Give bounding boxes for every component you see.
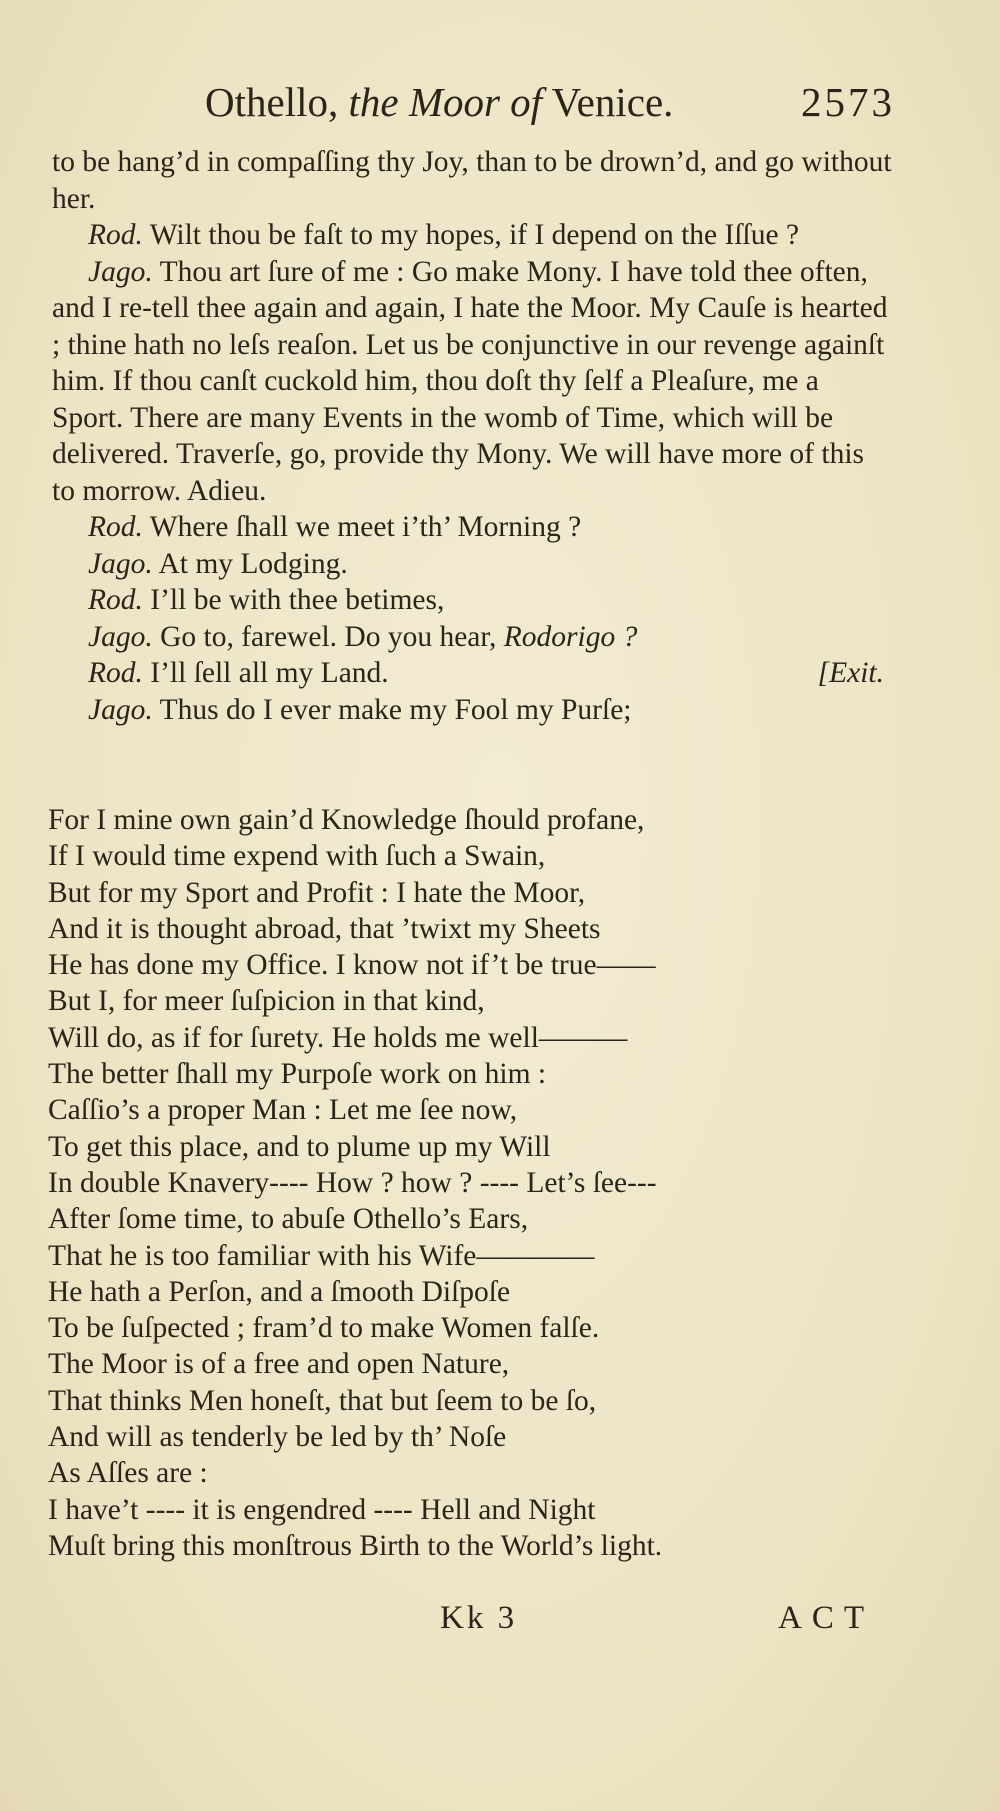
running-title (205, 78, 673, 126)
title-part-italic: the Moor of (348, 79, 543, 125)
speech-with-exit (52, 655, 892, 692)
verse-line: For I mine own gain’d Knowledge ſhould profane, (48, 804, 645, 836)
speaker-name: Jago. (88, 255, 153, 288)
verse-line: As Aſſes are : (48, 1457, 208, 1490)
title-part: Othello, (205, 79, 339, 125)
speaker-name: Rod. (88, 584, 143, 616)
speech (52, 509, 892, 546)
speech-text: Wilt thou be faſt to my hopes, if I depend on the Iſſue ? (149, 219, 800, 251)
page-footer (0, 1600, 1000, 1650)
verse-line: Muſt bring this monſtrous Birth to the World’s light. (48, 1529, 663, 1562)
speech (52, 619, 892, 656)
speech (52, 546, 892, 583)
verse-line: To be ſuſpected ; fram’d to make Women falſe. (48, 1312, 600, 1345)
verse-line: But I, for meer ſuſpicion in that kind, (48, 985, 485, 1018)
speaker-name: Rod. (88, 511, 143, 543)
speech-text: Thus do I ever make my Fool my Purſe; (159, 693, 632, 726)
verse-line: The better ſhall my Purpoſe work on him : (48, 1058, 547, 1091)
verse-line: Will do, as if for ſurety. He holds me well——— (48, 1021, 628, 1054)
verse-line: That he is too familiar with his Wife———— (48, 1239, 595, 1272)
page-number: 2573 (801, 79, 895, 125)
speech-text: Thou art ſure of me : Go make Mony. I have told thee often, and I re-tell thee again and again, I hate the Moor. My Cauſe is hearted ; thine hath no leſs reaſon. Let us be conjunctive in our revenge againſt him. If thou canſt cuckold him, thou doſt thy ſelf a Pleaſure, me a Sport. There are many Events in the womb of Time, which will be delivered. Traverſe, go, provide thy Mony. We will have more of this to morrow. Adieu. (52, 255, 888, 507)
catchword: ACT (778, 1600, 874, 1636)
verse-line: But for my Sport and Profit : I hate the Moor, (48, 876, 586, 909)
verse-line: After ſome time, to abuſe Othello’s Ears, (48, 1203, 529, 1236)
speaker-name: Jago. (88, 693, 153, 726)
speech-text: to be hang’d in compaſſing thy Joy, than to be drown’d, and go without her. (52, 146, 892, 215)
prose-dialogue (52, 144, 892, 728)
speech (52, 217, 892, 254)
verse-line: And will as tenderly be led by th’ Noſe (48, 1421, 507, 1454)
speech-text: I’ll ſell all my Land. (150, 657, 389, 689)
verse-line: To get this place, and to plume up my Will (48, 1130, 551, 1163)
addressee-name: Rodorigo ? (503, 620, 638, 653)
verse-line: He has done my Office. I know not if’t be true—— (48, 949, 656, 982)
stage-direction: [Exit. (817, 657, 884, 689)
verse-line: Caſſio’s a proper Man : Let me ſee now, (48, 1094, 518, 1127)
speaker-name: Jago. (88, 547, 153, 580)
verse-line: If I would time expend with ſuch a Swain, (48, 840, 546, 873)
speech (52, 692, 892, 729)
speech-continuation (52, 144, 892, 217)
speech-text: Go to, farewel. Do you hear, (160, 620, 504, 653)
speaker-name: Jago. (88, 620, 153, 653)
speech-text: I’ll be with thee betimes, (150, 584, 445, 616)
speaker-name: Rod. (88, 219, 143, 251)
verse-line: The Moor is of a free and open Nature, (48, 1348, 510, 1381)
verse-line: And it is thought abroad, that ’twixt my Sheets (48, 912, 601, 945)
running-header (205, 78, 895, 138)
speech-text: At my Lodging. (158, 547, 348, 580)
verse-line: That thinks Men honeſt, that but ſeem to be ſo, (48, 1384, 597, 1417)
verse-line: In double Knavery---- How ? how ? ---- Let’s ſee--- (48, 1166, 657, 1199)
speech-text: Where ſhall we meet i’th’ Morning ? (149, 511, 582, 543)
speaker-name: Rod. (88, 657, 143, 689)
speech (52, 254, 892, 510)
verse-soliloquy (48, 802, 808, 1564)
speech (52, 582, 892, 619)
verse-line: I have’t ---- it is engendred ---- Hell and Night (48, 1493, 596, 1526)
title-part: Venice. (551, 79, 674, 125)
verse-line: He hath a Perſon, and a ſmooth Diſpoſe (48, 1275, 511, 1308)
signature-mark: Kk 3 (440, 1600, 518, 1636)
